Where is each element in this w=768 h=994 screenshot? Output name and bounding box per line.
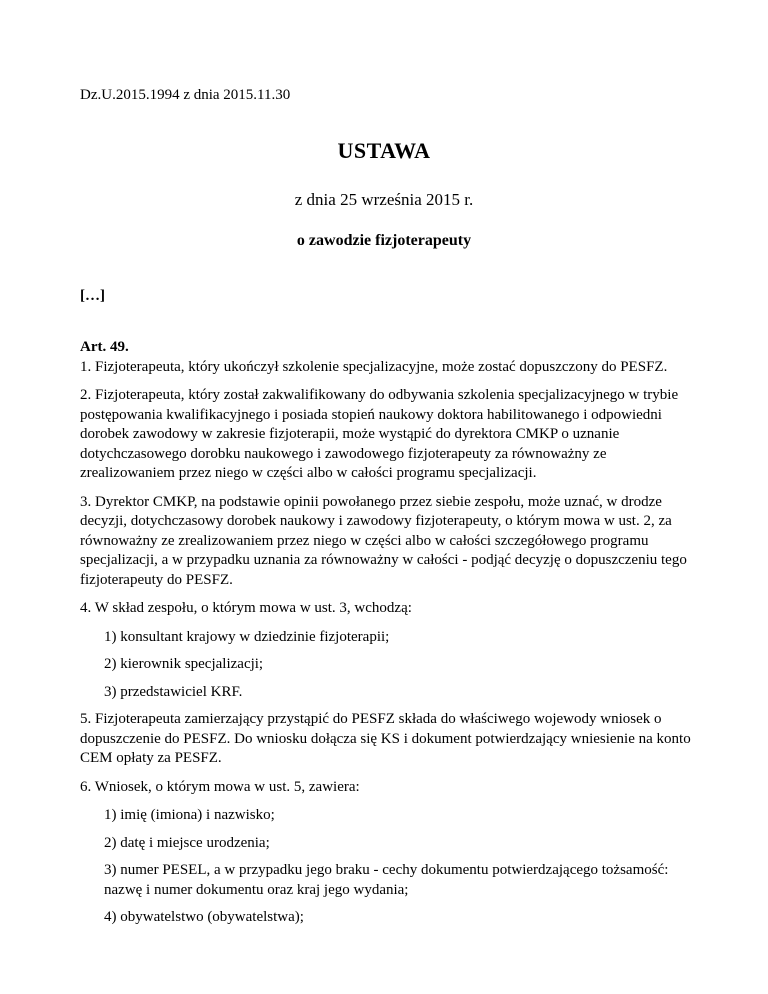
article-body — [80, 338, 696, 936]
journal-reference: Dz.U.2015.1994 z dnia 2015.11.30 — [80, 87, 291, 103]
list-item: 2) datę i miejsce urodzenia; — [104, 834, 270, 851]
list-item: 4) obywatelstwo (obywatelstwa); — [104, 909, 304, 925]
list-item: 1) imię (imiona) i nazwisko; — [104, 807, 275, 823]
act-date: z dnia 25 września 2015 r. — [294, 190, 474, 209]
paragraph-3: 3. Dyrektor CMKP, na podstawie opinii powołanego przez siebie zespołu, może uznać, w drodze decyzji, dotychczasowy dorobek naukowy i zawodowy fizjoterapeuty, o którym mowa w ust. 2, za równoważny ze zrealizowaniem przez niego w części albo w całości szczegółowego programu specjalizacji, a w przypadku uznania za równoważny w całości - podjąć decyzję o dopuszczeniu tego fizjoterapeuty do PESFZ. — [80, 493, 687, 588]
act-title: USTAWA — [337, 138, 431, 163]
paragraph-1: 1. Fizjoterapeuta, który ukończył szkolenie specjalizacyjne, może zostać dopuszczony do PESFZ. — [80, 358, 668, 375]
paragraph-5: 5. Fizjoterapeuta zamierzający przystąpić do PESFZ składa do właściwego wojewody wniosek o dopuszczenie do PESFZ. Do wniosku dołącza się KS i dokument potwierdzający wniesienie na konto CEM opłaty za PESFZ. — [80, 711, 691, 766]
paragraph-2: 2. Fizjoterapeuta, który został zakwalifikowany do odbywania szkolenia specjalizacyjnego w trybie postępowania kwalifikacyjnego i posiada stopień naukowy doktora habilitowanego i odpowiedni dorobek zawodowy w zakresie fizjoterapii, może wystąpić do dyrektora CMKP o uznanie dotychczasowego dorobku naukowego i zawodowego fizjoterapeuty za równoważny ze zrealizowaniem przez niego w części albo w całości programu specjalizacji. — [80, 387, 679, 481]
list-item: 1) konsultant krajowy w dziedzinie fizjoterapii; — [104, 628, 390, 645]
list-item: 2) kierownik specjalizacji; — [104, 656, 264, 672]
list-item: 3) numer PESEL, a w przypadku jego braku - cechy dokumentu potwierdzającego tożsamość: nazwę i numer dokumentu oraz kraj jego wydania; — [104, 862, 669, 898]
omission-marker: […] — [80, 288, 105, 304]
article-heading: Art. 49. — [80, 339, 129, 355]
list-item: 3) przedstawiciel KRF. — [104, 683, 243, 700]
paragraph-6: 6. Wniosek, o którym mowa w ust. 5, zawiera: — [80, 778, 360, 795]
act-subject: o zawodzie fizjoterapeuty — [296, 232, 472, 249]
paragraph-4: 4. W skład zespołu, o którym mowa w ust. 3, wchodzą: — [80, 600, 412, 616]
